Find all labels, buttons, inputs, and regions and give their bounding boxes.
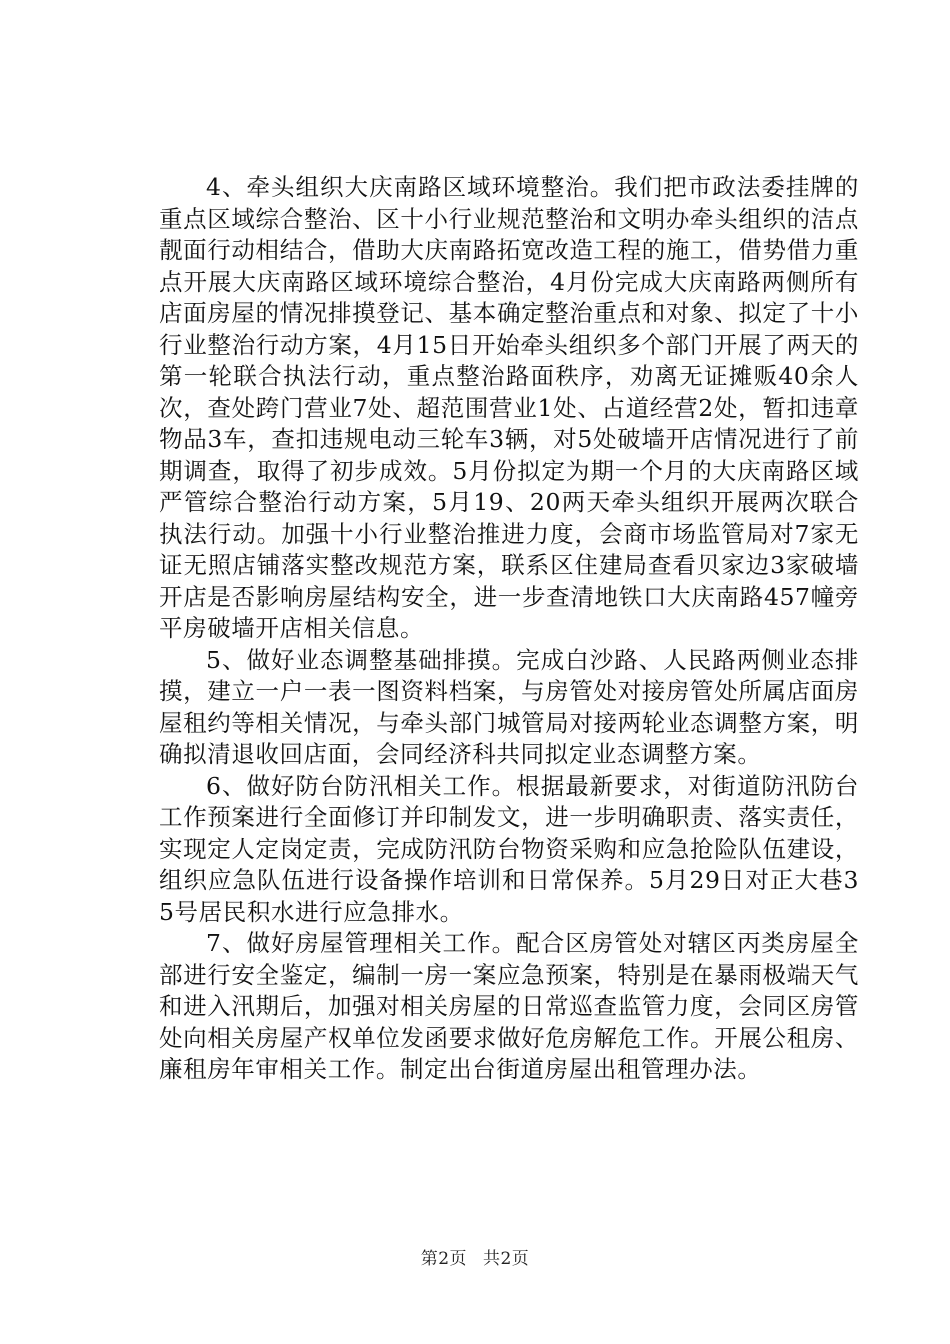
document-body <box>159 172 859 1086</box>
page-number-current: 第2页 <box>420 1249 468 1269</box>
page-footer <box>0 1244 950 1269</box>
paragraph-item-6: 6、做好防台防汛相关工作。根据最新要求，对街道防汛防台工作预案进行全面修订并印制发文，进一步明确职责、落实责任，实现定人定岗定责，完成防汛防台物资采购和应急抢险队伍建设，组织应急队伍进行设备操作培训和日常保养。5月29日对正大巷35号居民积水进行应急排水。 <box>159 771 859 926</box>
page-number-total: 共2页 <box>482 1249 530 1269</box>
paragraph-item-5: 5、做好业态调整基础排摸。完成白沙路、人民路两侧业态排摸，建立一户一表一图资料档案，与房管处对接房管处所属店面房屋租约等相关情况，与牵头部门城管局对接两轮业态调整方案，明确拟清退收回店面，会同经济科共同拟定业态调整方案。 <box>159 645 859 768</box>
paragraph-item-7: 7、做好房屋管理相关工作。配合区房管处对辖区丙类房屋全部进行安全鉴定，编制一房一案应急预案，特别是在暴雨极端天气和进入汛期后，加强对相关房屋的日常巡查监管力度，会同区房管处向相关房屋产权单位发函要求做好危房解危工作。开展公租房、廉租房年审相关工作。制定出台街道房屋出租管理办法。 <box>159 929 859 1083</box>
paragraph-item-4: 4、牵头组织大庆南路区域环境整治。我们把市政法委挂牌的重点区域综合整治、区十小行业规范整治和文明办牵头组织的洁点靓面行动相结合，借助大庆南路拓宽改造工程的施工，借势借力重点开展大庆南路区域环境综合整治，4月份完成大庆南路两侧所有店面房屋的情况排摸登记、基本确定整治重点和对象、拟定了十小行业整治行动方案，4月15日开始牵头组织多个部门开展了两天的第一轮联合执法行动，重点整治路面秩序，劝离无证摊贩40余人次，查处跨门营业7处、超范围营业1处、占道经营2处，暂扣违章物品3车，查扣违规电动三轮车3辆，对5处破墙开店情况进行了前期调查，取得了初步成效。5月份拟定为期一个月的大庆南路区域严管综合整治行动方案，5月19、20两天牵头组织开展两次联合执法行动。加强十小行业整治推进力度，会商市场监管局对7家无证无照店铺落实整改规范方案，联系区住建局查看贝家边3家破墙开店是否影响房屋结构安全，进一步查清地铁口大庆南路457幢旁平房破墙开店相关信息。 <box>159 173 859 642</box>
